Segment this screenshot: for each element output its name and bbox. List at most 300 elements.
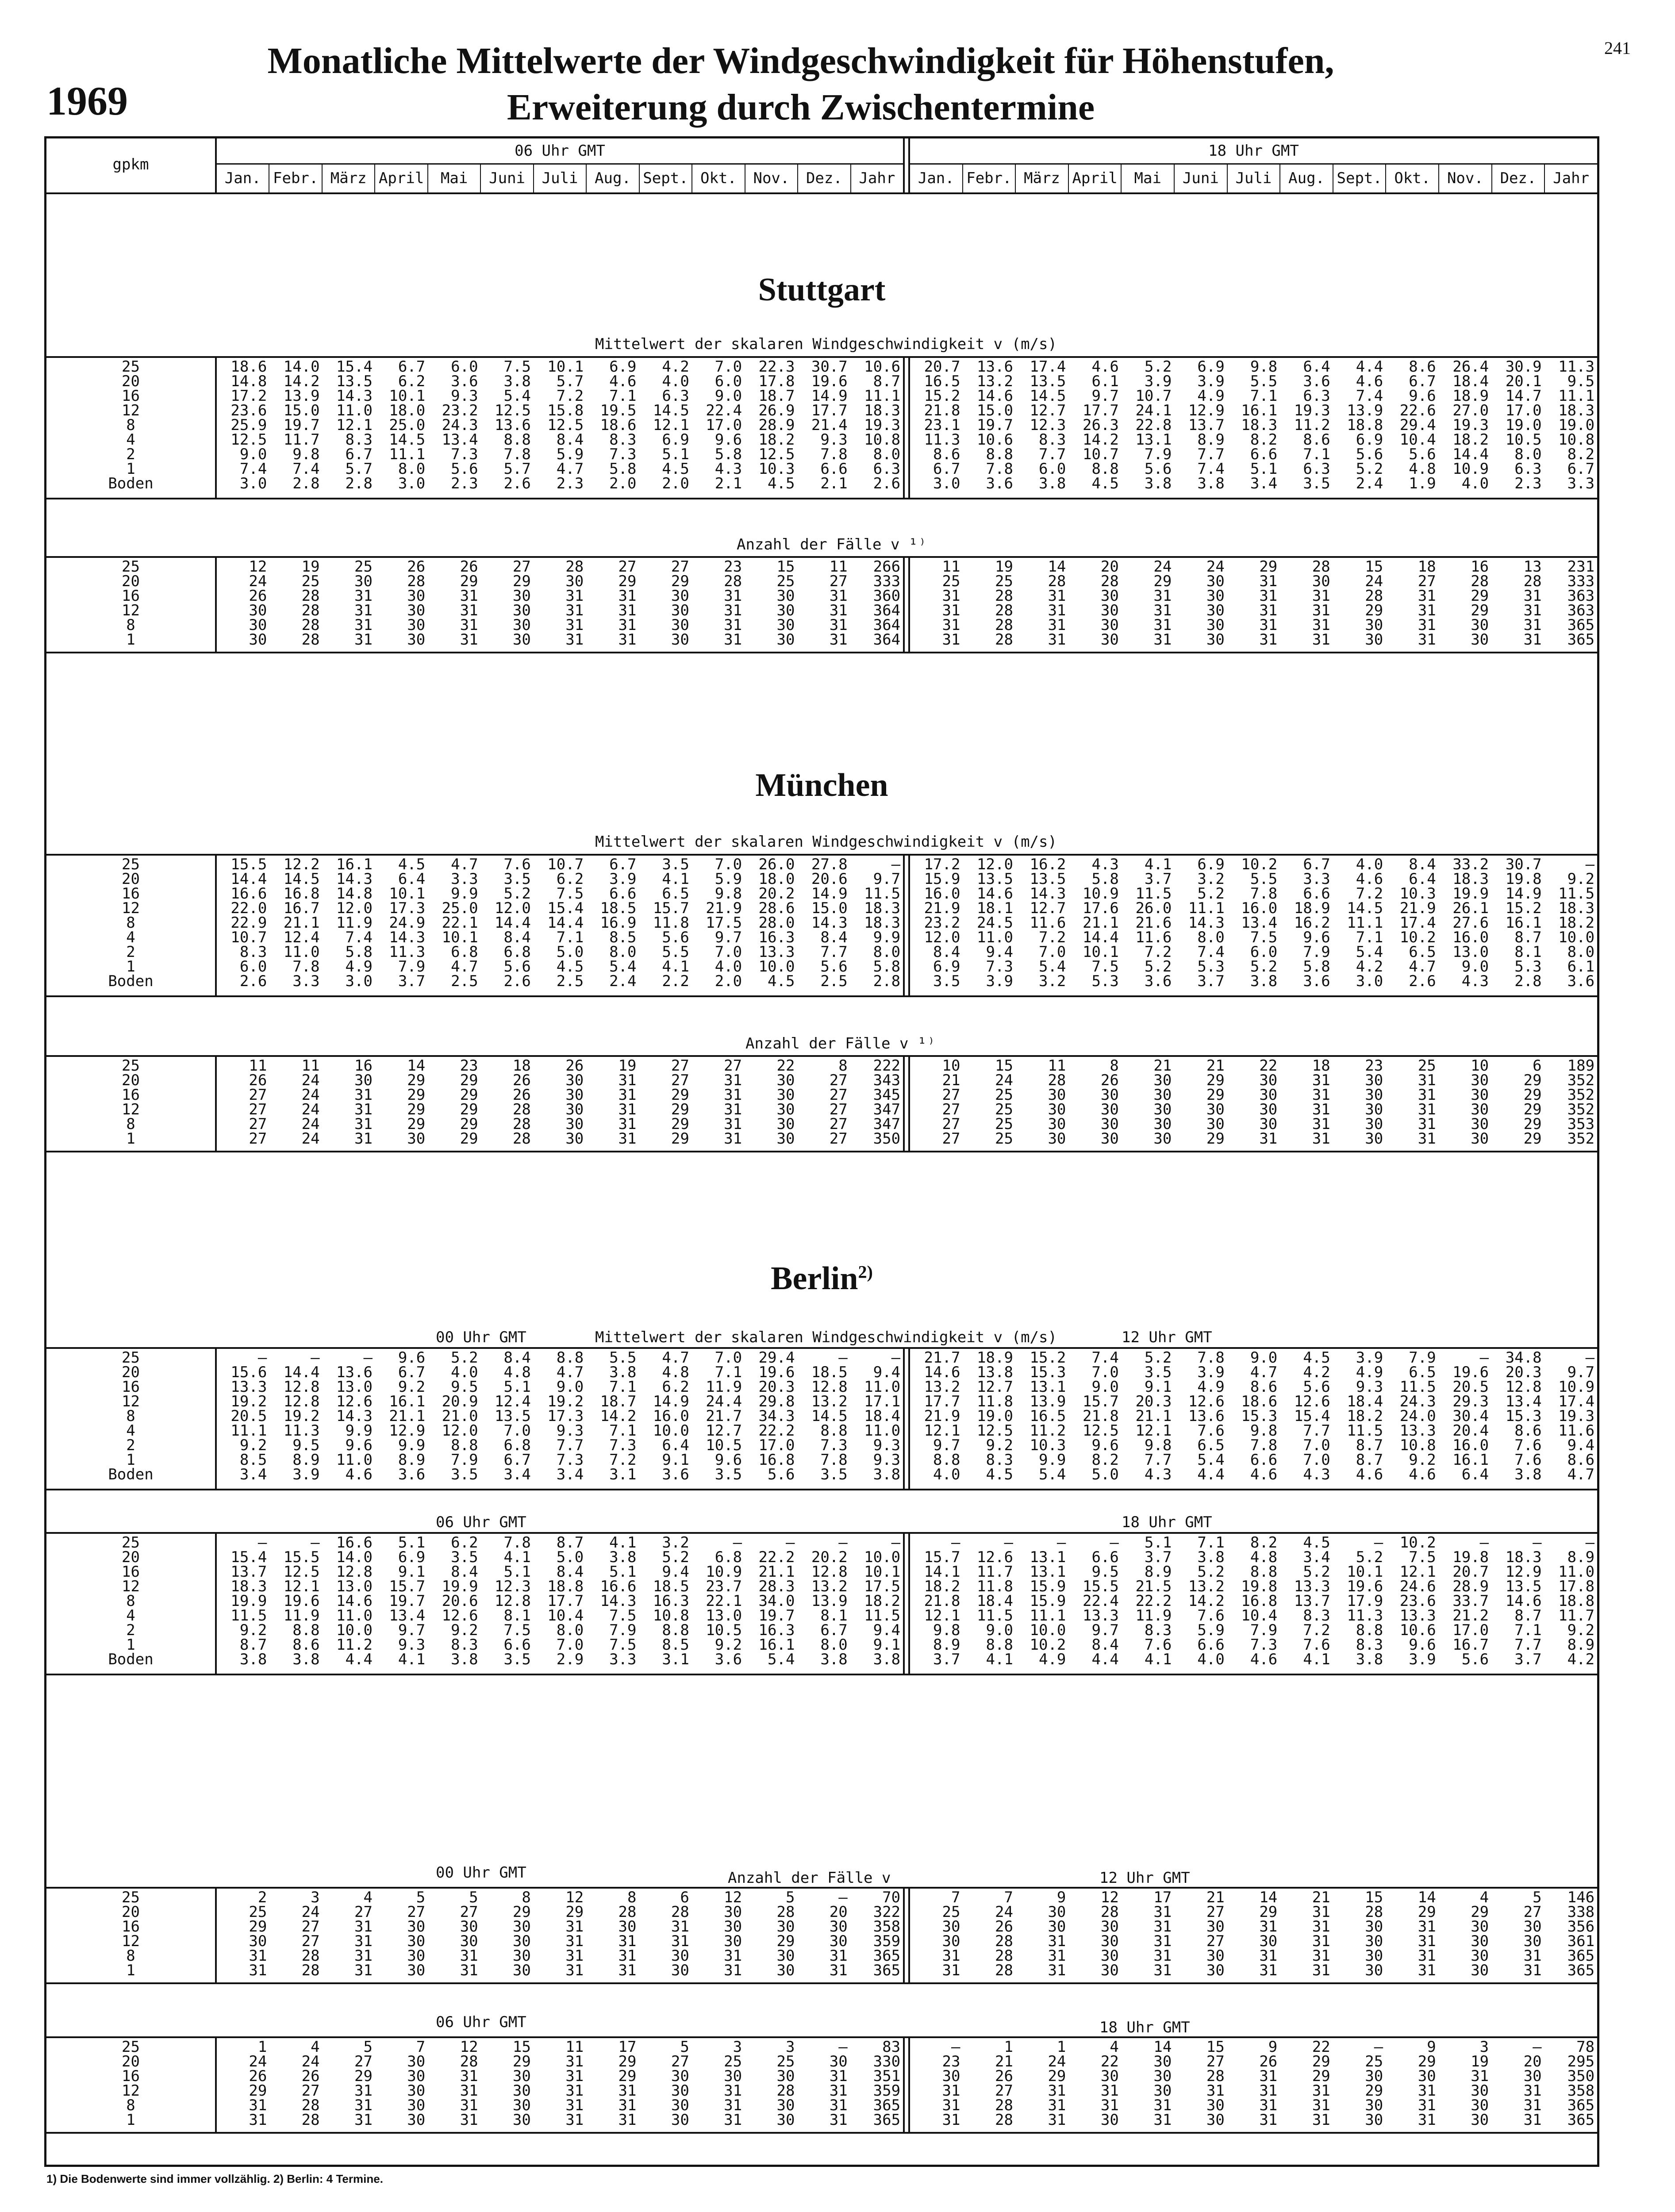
table-cell: 18.9 [977, 1349, 1013, 1367]
table-cell: 18.4 [1347, 1393, 1383, 1410]
table-cell: 6.2 [451, 1534, 478, 1551]
table-cell: 31 [942, 2111, 960, 2129]
table-cell: 3.8 [451, 1651, 478, 1668]
table-cell: 29 [1523, 1086, 1542, 1104]
month-header: Jan. [910, 165, 963, 192]
table-cell: 19.3 [1294, 402, 1330, 419]
table-cell: 13.9 [1030, 1393, 1066, 1410]
table-cell: 26 [249, 587, 267, 605]
berlin-name: Berlin [771, 1260, 858, 1297]
table-cell: 10.9 [1558, 1378, 1595, 1396]
table-cell: 16.0 [1241, 899, 1278, 917]
table-cell: 31 [354, 1962, 373, 1979]
table-cell: – [1585, 1349, 1595, 1367]
table-cell: 20 [829, 1903, 848, 1921]
table-cell: 26 [512, 1086, 531, 1104]
table-cell: 1 [1004, 2038, 1013, 2056]
table-cell: 30 [1365, 2111, 1383, 2129]
table-cell: 27 [618, 558, 637, 576]
table-cell: 9.3 [398, 1636, 426, 1654]
table-cell: 12.6 [336, 1393, 373, 1410]
group-header-06 [217, 138, 905, 192]
table-row [910, 1102, 1597, 1117]
table-cell: 6.8 [715, 1548, 742, 1566]
table-cell: 13.9 [1347, 402, 1383, 419]
table-cell: 28 [1048, 572, 1066, 590]
table-cell: 3.5 [715, 1466, 742, 1483]
table-cell: 31 [1048, 616, 1066, 634]
table-cell: 3.5 [662, 856, 689, 873]
table-row [910, 560, 1597, 574]
table-cell: 30 [1523, 1932, 1542, 1950]
level-label: 2 [126, 1436, 135, 1454]
value-group [217, 357, 905, 498]
table-cell: 29 [776, 1932, 795, 1950]
table-cell: 28 [724, 572, 742, 590]
table-cell: 24.6 [1399, 1578, 1436, 1595]
table-row [217, 1117, 903, 1132]
table-cell: 8.9 [1144, 1563, 1172, 1581]
table-cell: 9.5 [292, 1436, 320, 1454]
table-cell: 6.8 [503, 1436, 531, 1454]
table-cell: 15.9 [924, 870, 960, 888]
value-group [217, 855, 905, 995]
table-cell: 30 [512, 602, 531, 619]
table-cell: 11.3 [1558, 358, 1595, 376]
table-cell: 11.6 [1135, 929, 1172, 946]
table-cell: 9.0 [1091, 1378, 1119, 1396]
table-cell: 7.6 [1144, 1636, 1172, 1654]
table-cell: 21.1 [283, 914, 320, 932]
table-cell: 14.4 [547, 914, 584, 932]
table-cell: 17.1 [864, 1393, 901, 1410]
table-cell: 13.5 [336, 373, 373, 390]
table-cell: 11.0 [336, 402, 373, 419]
table-cell: 11 [942, 558, 960, 576]
table-cell: 18.4 [977, 1592, 1013, 1610]
table-cell: – [838, 1889, 848, 1906]
table-cell: 23.7 [706, 1578, 742, 1595]
table-row [217, 618, 903, 633]
table-cell: 19.7 [283, 416, 320, 434]
table-cell: 31 [1312, 1115, 1330, 1133]
table-cell: 29 [1471, 1903, 1489, 1921]
level-labels [46, 855, 217, 995]
table-cell: 17.0 [1505, 402, 1542, 419]
table-cell: 3.1 [662, 1651, 689, 1668]
table-cell: 12.8 [283, 1393, 320, 1410]
table-cell: 30 [671, 1962, 689, 1979]
table-cell: 15.7 [653, 899, 689, 917]
table-cell: 3.6 [662, 1466, 689, 1483]
table-cell: 7.7 [1514, 1636, 1542, 1654]
table-cell: 9 [1427, 2038, 1436, 2056]
table-cell: 364 [873, 616, 901, 634]
table-cell: 11 [1048, 1057, 1066, 1075]
table-cell: 8.8 [986, 445, 1013, 463]
table-cell: 3.8 [1197, 475, 1225, 492]
table-cell: 4.0 [662, 373, 689, 390]
table-cell: 8.2 [1250, 1534, 1278, 1551]
table-cell: 13.0 [1452, 943, 1489, 961]
table-row [217, 2069, 903, 2084]
table-cell: 1 [1056, 2038, 1066, 2056]
table-cell: 13.0 [706, 1607, 742, 1624]
table-cell: 28.9 [758, 416, 795, 434]
table-cell: 28.3 [758, 1578, 795, 1595]
table-row [910, 1117, 1597, 1132]
table-cell: 3.3 [1567, 475, 1595, 492]
stuttgart-count-block [46, 557, 1597, 653]
table-cell: 31 [1259, 1947, 1278, 1965]
table-cell: 31 [829, 2067, 848, 2085]
table-cell: 30 [1471, 1071, 1489, 1089]
table-cell: 6 [1533, 1057, 1542, 1075]
table-cell: 11.9 [706, 1378, 742, 1396]
table-cell: 22.6 [1399, 402, 1436, 419]
table-cell: 10.1 [1082, 943, 1119, 961]
station-title-muenchen: München [755, 767, 888, 803]
table-cell: 30 [1153, 1130, 1172, 1148]
table-cell: 17.4 [1030, 358, 1066, 376]
table-cell: 12.6 [1188, 1393, 1225, 1410]
table-cell: 30 [1206, 2111, 1225, 2129]
table-cell: 7.8 [503, 1534, 531, 1551]
table-row [217, 1102, 903, 1117]
table-cell: 7.6 [1303, 1636, 1330, 1654]
table-cell: 30 [512, 587, 531, 605]
table-cell: 8.3 [986, 1451, 1013, 1469]
table-cell: 28 [995, 1962, 1013, 1979]
table-cell: 18.4 [1452, 373, 1489, 390]
table-cell: 31 [942, 587, 960, 605]
table-frame [44, 136, 1599, 2167]
table-cell: 16.7 [1452, 1636, 1489, 1654]
table-cell: 4.6 [1250, 1651, 1278, 1668]
table-cell: 7.3 [609, 445, 637, 463]
table-cell: 30 [1365, 1071, 1383, 1089]
table-cell: 4.5 [1303, 1349, 1330, 1367]
table-cell: 3.0 [1356, 972, 1383, 990]
table-cell: 31 [565, 1947, 584, 1965]
table-cell: 19.0 [1558, 416, 1595, 434]
table-cell: 31 [1153, 2097, 1172, 2114]
table-cell: 20.5 [231, 1407, 267, 1425]
table-cell: 18.2 [1558, 914, 1595, 932]
table-cell: 10.2 [1399, 929, 1436, 946]
table-cell: 5.6 [768, 1466, 795, 1483]
table-cell: 30 [1206, 1947, 1225, 1965]
table-cell: 21.1 [758, 1563, 795, 1581]
table-cell: 31 [724, 1115, 742, 1133]
table-cell: 9.2 [398, 1378, 426, 1396]
table-cell: 8.4 [503, 929, 531, 946]
table-cell: 146 [1567, 1889, 1595, 1906]
table-cell: 21.5 [1135, 1578, 1172, 1595]
table-cell: 12.6 [1294, 1393, 1330, 1410]
table-cell: 30 [776, 1071, 795, 1089]
table-cell: 31 [618, 587, 637, 605]
table-cell: 4.3 [1091, 856, 1119, 873]
table-cell: 359 [873, 1932, 901, 1950]
table-cell: 4.1 [1144, 1651, 1172, 1668]
table-cell: 20.7 [1452, 1563, 1489, 1581]
table-cell: 5.2 [503, 885, 531, 902]
table-cell: 4.1 [503, 1548, 531, 1566]
table-cell: 7.5 [1091, 958, 1119, 975]
table-cell: 26 [301, 2067, 320, 2085]
level-label: 12 [122, 1578, 140, 1595]
table-cell: 10.8 [653, 1607, 689, 1624]
month-header: Juni [1175, 165, 1228, 192]
table-cell: 15.0 [811, 899, 848, 917]
table-cell: 29 [618, 2053, 637, 2070]
table-cell: – [1110, 1534, 1119, 1551]
table-cell: 30 [407, 602, 426, 619]
table-cell: 30 [354, 1071, 373, 1089]
table-cell: 22 [776, 1057, 795, 1075]
berlin-mean-06-18-block [46, 1533, 1597, 1675]
month-header: Dez. [798, 165, 851, 192]
table-cell: 13.5 [1505, 1578, 1542, 1595]
table-cell: 30 [1259, 1071, 1278, 1089]
table-cell: 24 [301, 1903, 320, 1921]
table-cell: 7.7 [556, 1436, 584, 1454]
table-cell: 30 [1100, 1918, 1119, 1936]
table-cell: 364 [873, 631, 901, 649]
table-cell: 31 [1418, 1086, 1436, 1104]
table-cell: 34.3 [758, 1407, 795, 1425]
table-cell: 7.1 [1356, 929, 1383, 946]
table-cell: 1.9 [1409, 475, 1436, 492]
table-cell: 18.6 [1241, 1393, 1278, 1410]
table-cell: 7.4 [345, 929, 373, 946]
table-cell: 17.3 [547, 1407, 584, 1425]
table-cell: 29 [249, 1918, 267, 1936]
table-row [910, 2055, 1597, 2069]
table-row [910, 1467, 1597, 1482]
table-cell: 5.5 [662, 943, 689, 961]
table-cell: 2.8 [1514, 972, 1542, 990]
table-cell: 14.1 [924, 1563, 960, 1581]
table-cell: 23 [1365, 1057, 1383, 1075]
table-cell: 30 [407, 2067, 426, 2085]
table-cell: 10.1 [1347, 1563, 1383, 1581]
table-cell: 7.0 [1091, 1363, 1119, 1381]
table-cell: 31 [1418, 1932, 1436, 1950]
table-cell: 16.6 [336, 1534, 373, 1551]
table-cell: 26 [565, 1057, 584, 1075]
table-cell: 12.5 [977, 1422, 1013, 1440]
table-cell: 30 [407, 587, 426, 605]
table-cell: 27 [829, 1071, 848, 1089]
table-cell: 31 [354, 631, 373, 649]
table-cell: 11.5 [977, 1607, 1013, 1624]
table-cell: 28 [301, 1947, 320, 1965]
table-cell: 13.4 [1505, 1393, 1542, 1410]
level-label: 1 [126, 460, 135, 478]
table-cell: 7 [416, 2038, 426, 2056]
table-cell: 5.6 [820, 958, 848, 975]
table-cell: 27.8 [811, 856, 848, 873]
table-cell: 31 [1523, 2082, 1542, 2100]
table-cell: 14.0 [336, 1548, 373, 1566]
table-cell: 5.3 [1197, 958, 1225, 975]
table-cell: 13.6 [977, 358, 1013, 376]
table-cell: 7.0 [556, 1636, 584, 1654]
table-cell: 9.6 [1091, 1436, 1119, 1454]
table-cell: 9.7 [715, 929, 742, 946]
table-cell: 8.4 [503, 1349, 531, 1367]
table-cell: 30 [1471, 1101, 1489, 1118]
table-cell: 18.3 [1452, 870, 1489, 888]
table-cell: 13.4 [1241, 914, 1278, 932]
table-cell: 14.2 [1188, 1592, 1225, 1610]
table-cell: 24 [301, 1086, 320, 1104]
table-cell: 27.6 [1452, 914, 1489, 932]
table-cell: 15.2 [924, 387, 960, 405]
table-cell: 14.6 [336, 1592, 373, 1610]
table-cell: 10.8 [1399, 1436, 1436, 1454]
table-row [217, 1652, 903, 1667]
table-cell: 27 [460, 1903, 478, 1921]
table-cell: 30 [1206, 602, 1225, 619]
table-cell: 12.7 [706, 1422, 742, 1440]
table-cell: 7.7 [1144, 1451, 1172, 1469]
table-cell: 7.7 [1197, 445, 1225, 463]
table-cell: 4.7 [451, 958, 478, 975]
table-cell: 365 [873, 1962, 901, 1979]
table-cell: 4.4 [1091, 1651, 1119, 1668]
table-cell: 30 [354, 572, 373, 590]
value-group [217, 1056, 905, 1151]
table-cell: 25 [301, 572, 320, 590]
label-berlin-18: 18 Uhr GMT [1122, 1513, 1212, 1531]
table-cell: 8.7 [873, 373, 901, 390]
table-cell: 19.6 [811, 373, 848, 390]
table-cell: 31 [618, 616, 637, 634]
table-cell: 364 [873, 602, 901, 619]
table-cell: 8 [627, 1889, 637, 1906]
table-cell: 365 [873, 1947, 901, 1965]
table-row [217, 633, 903, 647]
table-cell: 18.7 [758, 387, 795, 405]
table-cell: 6.9 [398, 1548, 426, 1566]
table-cell: 28 [995, 2111, 1013, 2129]
table-cell: 31 [1100, 2097, 1119, 2114]
table-cell: 3.3 [1303, 870, 1330, 888]
table-cell: 10.0 [1030, 1621, 1066, 1639]
table-cell: – [257, 1534, 267, 1551]
table-cell: 31 [1418, 602, 1436, 619]
table-cell: 6.7 [1409, 373, 1436, 390]
table-cell: 12.8 [494, 1592, 531, 1610]
table-cell: 9 [1056, 1889, 1066, 1906]
level-label: 20 [122, 2053, 140, 2070]
table-cell: 4.3 [1303, 1466, 1330, 1483]
month-header: April [375, 165, 428, 192]
table-cell: 21 [1206, 1889, 1225, 1906]
table-cell: 21.4 [811, 416, 848, 434]
table-cell: 14.8 [231, 373, 267, 390]
table-cell: 16.1 [758, 1636, 795, 1654]
table-cell: 70 [882, 1889, 901, 1906]
table-cell: 6.9 [1197, 358, 1225, 376]
table-cell: 4.8 [1250, 1548, 1278, 1566]
table-cell: 360 [873, 587, 901, 605]
table-cell: 3.7 [1144, 870, 1172, 888]
table-cell: 14 [407, 1057, 426, 1075]
table-cell: 30 [249, 602, 267, 619]
table-cell: 29 [1418, 2053, 1436, 2070]
table-cell: 4.0 [1461, 475, 1489, 492]
table-cell: 18.6 [600, 416, 637, 434]
table-cell: – [951, 2038, 960, 2056]
table-cell: 17.0 [706, 416, 742, 434]
table-cell: 8.8 [933, 1451, 960, 1469]
table-cell: 8.8 [451, 1436, 478, 1454]
table-cell: 31 [1312, 587, 1330, 605]
table-cell: 29 [1365, 2082, 1383, 2100]
table-cell: 31 [724, 2082, 742, 2100]
table-cell: 28 [301, 616, 320, 634]
table-cell: 15.0 [977, 402, 1013, 419]
table-cell: 11.0 [336, 1607, 373, 1624]
table-cell: 352 [1567, 1101, 1595, 1118]
table-cell: 350 [873, 1130, 901, 1148]
table-cell: 14.9 [653, 1393, 689, 1410]
table-cell: 24.3 [1399, 1393, 1436, 1410]
table-row [217, 2098, 903, 2113]
table-cell: 30 [618, 1918, 637, 1936]
table-cell: 7.8 [986, 460, 1013, 478]
table-cell: 31 [565, 616, 584, 634]
table-cell: 29 [1523, 1101, 1542, 1118]
table-row [910, 1059, 1597, 1073]
table-cell: 5.4 [1038, 1466, 1066, 1483]
table-cell: 9.8 [1144, 1436, 1172, 1454]
table-cell: 14.4 [283, 1363, 320, 1381]
table-cell: 4.5 [986, 1466, 1013, 1483]
table-cell: 24 [301, 2053, 320, 2070]
table-cell: 11.1 [1347, 914, 1383, 932]
table-cell: 3.8 [1144, 475, 1172, 492]
table-cell: 5.6 [1461, 1651, 1489, 1668]
table-cell: 6.0 [1038, 460, 1066, 478]
table-cell: 31 [1523, 631, 1542, 649]
table-cell: 5.2 [1303, 1563, 1330, 1581]
table-row [217, 2113, 903, 2128]
table-cell: 13.5 [977, 870, 1013, 888]
table-cell: 21.6 [1135, 914, 1172, 932]
table-cell: 3.8 [1197, 1548, 1225, 1566]
table-cell: 31 [1259, 602, 1278, 619]
table-cell: 18.0 [758, 870, 795, 888]
table-cell: 15.7 [924, 1548, 960, 1566]
table-cell: 2.1 [715, 475, 742, 492]
table-cell: 27 [829, 1115, 848, 1133]
table-cell: 3.1 [609, 1466, 637, 1483]
table-cell: 7.5 [609, 1607, 637, 1624]
table-cell: 19.6 [758, 1363, 795, 1381]
table-cell: 29 [1206, 1086, 1225, 1104]
table-cell: 27 [301, 2082, 320, 2100]
table-cell: 8.6 [933, 445, 960, 463]
table-cell: 29.8 [758, 1393, 795, 1410]
table-cell: 30 [1153, 2067, 1172, 2085]
table-cell: 30.7 [1505, 856, 1542, 873]
table-cell: 13.6 [494, 416, 531, 434]
